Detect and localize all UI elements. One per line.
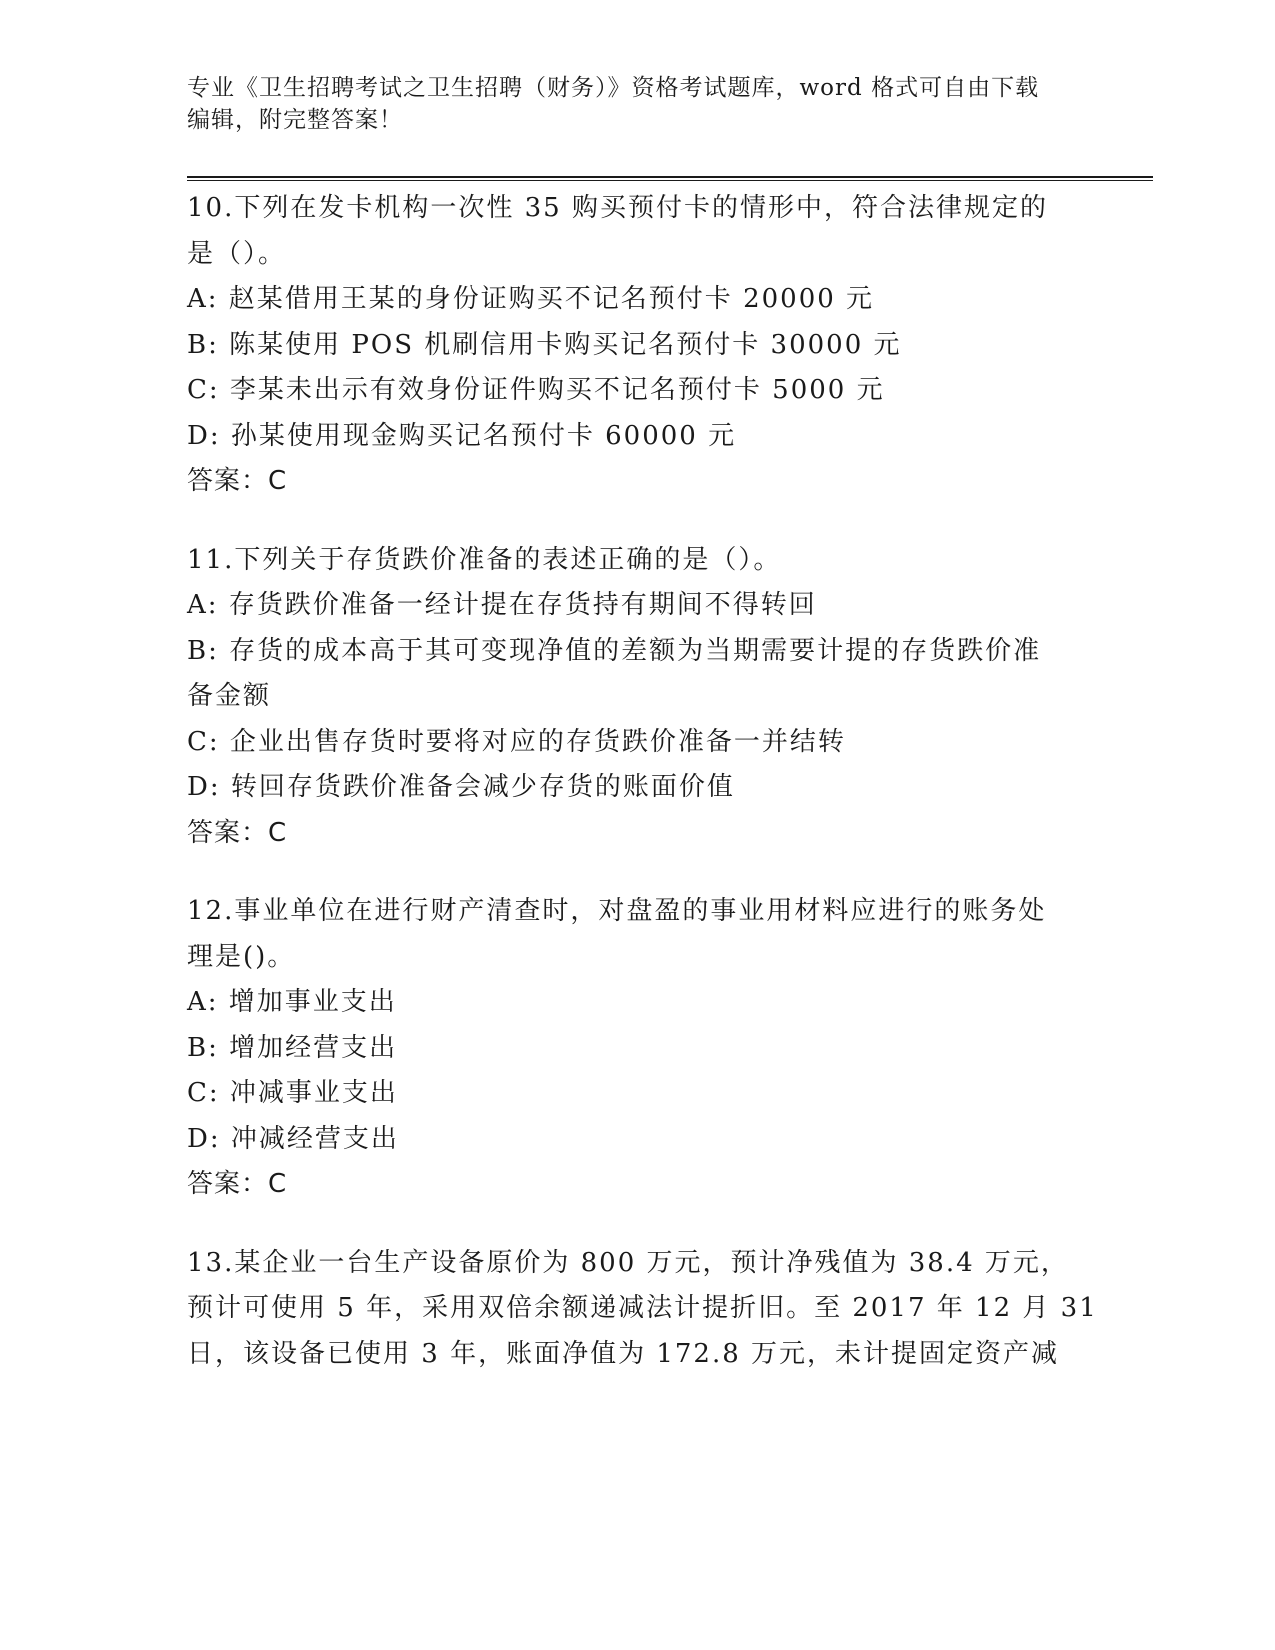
option-d: D: 转回存货跌价准备会减少存货的账面价值 xyxy=(187,772,735,802)
option-c: C: 李某未出示有效身份证件购买不记名预付卡 5000 元 xyxy=(187,375,885,405)
header-line-1: 专业《卫生招聘考试之卫生招聘（财务）》资格考试题库，word 格式可自由下载 xyxy=(187,75,1040,101)
answer-label: 答案：C xyxy=(187,817,288,848)
question-stem-line: 日，该设备已使用 3 年，账面净值为 172.8 万元，未计提固定资产减 xyxy=(187,1338,1060,1369)
option-b-continued: 备金额 xyxy=(187,681,272,711)
option-d: D: 冲减经营支出 xyxy=(187,1123,399,1154)
header-divider xyxy=(187,176,1153,181)
question-stem-line: 11.下列关于存货跌价准备的表述正确的是（）。 xyxy=(187,544,782,575)
question-10 xyxy=(187,186,1087,505)
question-11 xyxy=(187,538,1087,857)
option-b: B: 存货的成本高于其可变现净值的差额为当期需要计提的存货跌价准 xyxy=(187,635,1042,666)
question-stem-line: 是（）。 xyxy=(187,238,287,269)
option-d: D: 孙某使用现金购买记名预付卡 60000 元 xyxy=(187,420,737,451)
question-stem-line: 12.事业单位在进行财产清查时，对盘盈的事业用材料应进行的账务处 xyxy=(187,896,1047,926)
option-a: A: 存货跌价准备一经计提在存货持有期间不得转回 xyxy=(187,590,817,620)
question-stem-line: 理是()。 xyxy=(187,941,296,972)
question-12 xyxy=(187,889,1087,1208)
option-c: C: 冲减事业支出 xyxy=(187,1078,398,1108)
document-header xyxy=(187,72,1067,136)
question-stem-line: 预计可使用 5 年，采用双倍余额递减法计提折旧。至 2017 年 12 月 31 xyxy=(187,1293,1098,1323)
question-list xyxy=(187,186,1098,1410)
question-stem-line: 13.某企业一台生产设备原价为 800 万元，预计净残值为 38.4 万元， xyxy=(187,1247,1069,1278)
question-stem-line: 10.下列在发卡机构一次性 35 购买预付卡的情形中，符合法律规定的 xyxy=(187,193,1048,223)
question-13 xyxy=(187,1241,1098,1378)
option-b: B: 陈某使用 POS 机刷信用卡购买记名预付卡 30000 元 xyxy=(187,329,902,360)
option-b: B: 增加经营支出 xyxy=(187,1032,398,1063)
answer-label: 答案：C xyxy=(187,466,288,496)
option-c: C: 企业出售存货时要将对应的存货跌价准备一并结转 xyxy=(187,726,846,757)
answer-label: 答案：C xyxy=(187,1169,288,1199)
option-a: A: 赵某借用王某的身份证购买不记名预付卡 20000 元 xyxy=(187,284,875,314)
option-a: A: 增加事业支出 xyxy=(187,987,397,1017)
header-line-2: 编辑，附完整答案！ xyxy=(187,107,403,133)
